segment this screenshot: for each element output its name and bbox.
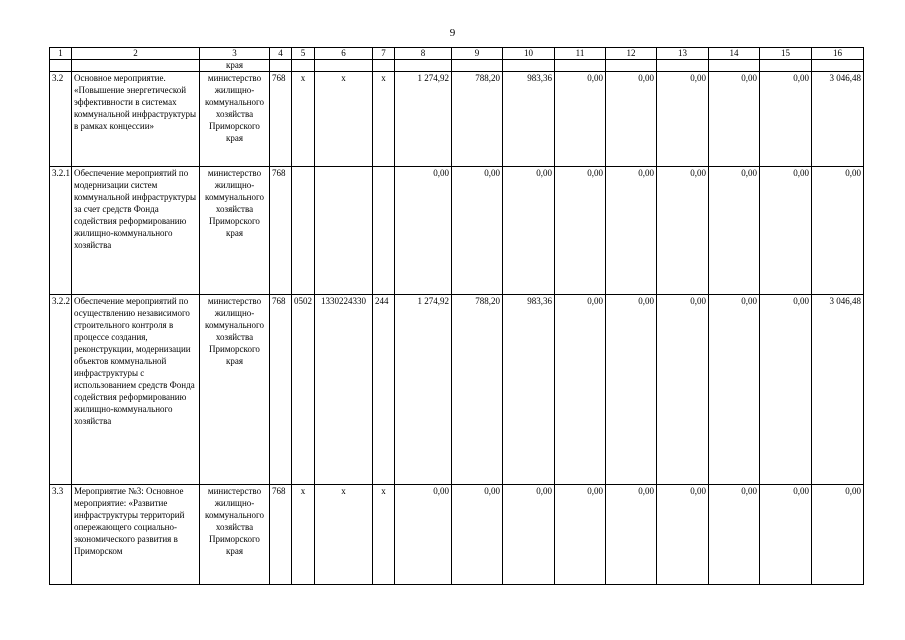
activity-name: Обеспечение мероприятий по модернизации систем коммунальной инфраструктуры за счет средств Фонда содействия реформированию жилищно-коммунального хозяйства — [72, 167, 200, 295]
code-cell: x — [292, 72, 315, 167]
value-cell: 0,00 — [657, 167, 709, 295]
code-cell: 768 — [270, 485, 292, 585]
value-cell: 0,00 — [555, 72, 606, 167]
value-cell: 0,00 — [503, 167, 555, 295]
value-cell: 983,36 — [503, 295, 555, 485]
value-cell: 0,00 — [606, 485, 657, 585]
value-cell: 0,00 — [709, 167, 760, 295]
code-cell: 768 — [270, 72, 292, 167]
budget-table — [49, 47, 864, 585]
activity-name: Обеспечение мероприятий по осуществлению независимого строительного контроля в процессе создания, реконструкции, модернизации объектов коммунальной инфраструктуры с использованием средств Фонда содействия реформированию жилищно-коммунального хозяйства — [72, 295, 200, 485]
column-header: 8 — [395, 48, 452, 60]
activity-name: Основное мероприятие. «Повышение энергетической эффективности в системах коммунальной инфраструктуры в рамках концессии» — [72, 72, 200, 167]
code-cell: 244 — [373, 295, 395, 485]
table-row — [50, 72, 864, 167]
value-cell: 0,00 — [395, 167, 452, 295]
value-cell: 983,36 — [503, 72, 555, 167]
code-cell: x — [315, 72, 373, 167]
column-header: 11 — [555, 48, 606, 60]
value-cell: 0,00 — [555, 485, 606, 585]
value-cell: 0,00 — [555, 167, 606, 295]
org-cell: министерство жилищно-коммунального хозяйства Приморского края — [200, 167, 270, 295]
column-header: 1 — [50, 48, 72, 60]
value-cell: 0,00 — [709, 485, 760, 585]
continuation-row — [50, 60, 864, 72]
value-cell: 0,00 — [606, 72, 657, 167]
org-cell: края — [200, 60, 270, 72]
column-header: 14 — [709, 48, 760, 60]
code-cell — [315, 167, 373, 295]
table-row — [50, 485, 864, 585]
row-number: 3.2.2 — [50, 295, 72, 485]
value-cell: 0,00 — [657, 295, 709, 485]
value-cell: 0,00 — [452, 167, 503, 295]
row-number: 3.2.1 — [50, 167, 72, 295]
value-cell: 0,00 — [657, 72, 709, 167]
code-cell: x — [373, 72, 395, 167]
value-cell: 3 046,48 — [812, 295, 864, 485]
column-header: 4 — [270, 48, 292, 60]
page-number: 9 — [449, 27, 456, 39]
table-row — [50, 167, 864, 295]
value-cell: 0,00 — [812, 167, 864, 295]
column-header: 7 — [373, 48, 395, 60]
value-cell: 0,00 — [606, 295, 657, 485]
value-cell: 0,00 — [812, 485, 864, 585]
value-cell: 788,20 — [452, 295, 503, 485]
column-header: 9 — [452, 48, 503, 60]
code-cell: 768 — [270, 167, 292, 295]
org-cell: министерство жилищно-коммунального хозяйства Приморского края — [200, 295, 270, 485]
code-cell — [373, 167, 395, 295]
value-cell: 788,20 — [452, 72, 503, 167]
column-header: 13 — [657, 48, 709, 60]
code-cell — [292, 167, 315, 295]
value-cell: 1 274,92 — [395, 72, 452, 167]
column-header: 16 — [812, 48, 864, 60]
row-number: 3.3 — [50, 485, 72, 585]
row-number: 3.2 — [50, 72, 72, 167]
value-cell: 0,00 — [760, 295, 812, 485]
column-header: 6 — [315, 48, 373, 60]
column-header: 5 — [292, 48, 315, 60]
table-row — [50, 295, 864, 485]
column-header: 2 — [72, 48, 200, 60]
code-cell: x — [292, 485, 315, 585]
org-cell: министерство жилищно-коммунального хозяйства Приморского края — [200, 72, 270, 167]
column-header: 10 — [503, 48, 555, 60]
value-cell: 0,00 — [395, 485, 452, 585]
code-cell: x — [373, 485, 395, 585]
column-header: 12 — [606, 48, 657, 60]
value-cell: 3 046,48 — [812, 72, 864, 167]
value-cell: 0,00 — [657, 485, 709, 585]
value-cell: 0,00 — [606, 167, 657, 295]
code-cell: 0502 — [292, 295, 315, 485]
value-cell: 0,00 — [760, 167, 812, 295]
value-cell: 0,00 — [760, 72, 812, 167]
value-cell: 0,00 — [555, 295, 606, 485]
column-header: 3 — [200, 48, 270, 60]
value-cell: 0,00 — [760, 485, 812, 585]
code-cell: 1330224330 — [315, 295, 373, 485]
code-cell: 768 — [270, 295, 292, 485]
activity-name: Мероприятие №3: Основное мероприятие: «Развитие инфраструктуры территорий опережающего социально-экономического развития в Приморском — [72, 485, 200, 585]
value-cell: 0,00 — [452, 485, 503, 585]
value-cell: 0,00 — [709, 72, 760, 167]
value-cell: 0,00 — [503, 485, 555, 585]
value-cell: 0,00 — [709, 295, 760, 485]
value-cell: 1 274,92 — [395, 295, 452, 485]
column-header-row — [50, 48, 864, 60]
code-cell: x — [315, 485, 373, 585]
column-header: 15 — [760, 48, 812, 60]
org-cell: министерство жилищно-коммунального хозяйства Приморского края — [200, 485, 270, 585]
